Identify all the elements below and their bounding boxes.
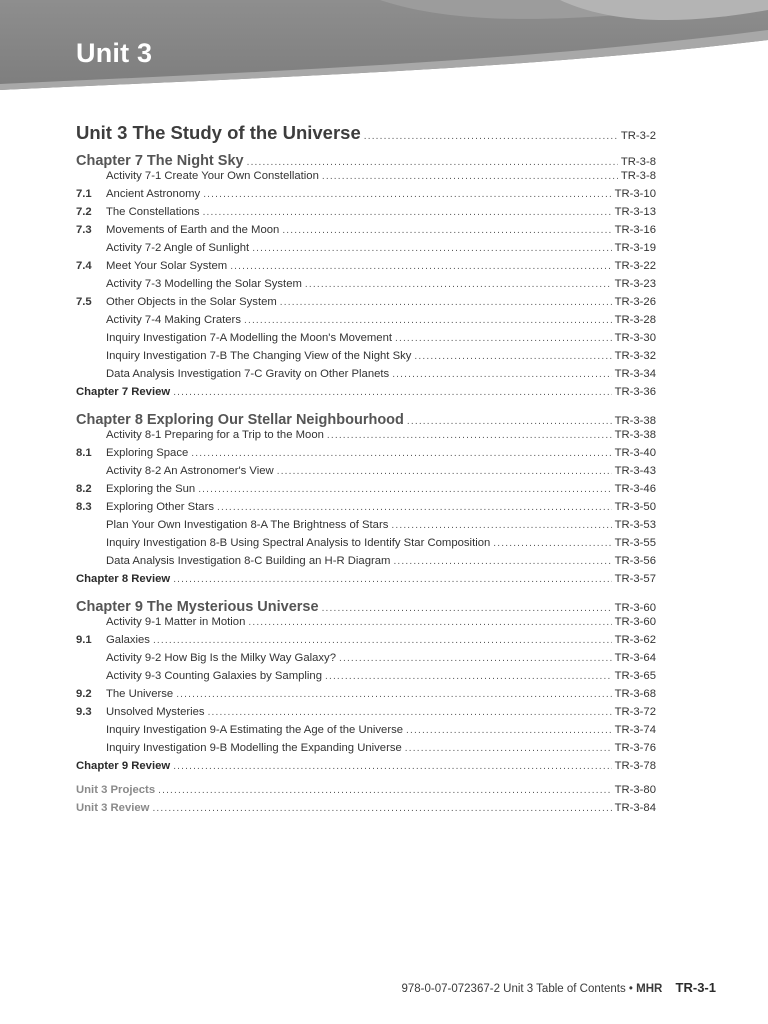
dot-leader xyxy=(173,759,611,774)
toc-entry-label: Inquiry Investigation 9-A Estimating the Age of the Universe xyxy=(106,724,404,736)
toc-activity-row[interactable] xyxy=(76,518,656,533)
toc-entry-page: TR-3-46 xyxy=(614,483,656,495)
toc-activity-row[interactable] xyxy=(76,651,656,666)
section-number: 9.2 xyxy=(76,688,92,700)
toc-activity-row[interactable] xyxy=(76,313,656,328)
toc-section-row[interactable] xyxy=(76,705,656,720)
toc-entry-label: The Constellations xyxy=(106,206,200,218)
toc-entry-label: Chapter 8 Review xyxy=(76,573,171,585)
header-banner xyxy=(0,0,768,106)
dot-leader xyxy=(173,572,611,587)
section-number: 7.3 xyxy=(76,224,92,236)
dot-leader xyxy=(364,126,618,148)
toc-entry-label: Ancient Astronomy xyxy=(106,188,201,200)
toc-unit-entry[interactable] xyxy=(76,122,656,148)
unit-title: Unit 3 xyxy=(76,38,153,68)
section-number: 8.2 xyxy=(76,483,92,495)
toc-entry-page: TR-3-56 xyxy=(614,555,656,567)
toc-entry-label: Chapter 9 The Mysterious Universe xyxy=(76,599,319,615)
section-number: 7.5 xyxy=(76,296,92,308)
dot-leader xyxy=(305,277,612,292)
toc-entry-label: Plan Your Own Investigation 8-A The Brightness of Stars xyxy=(106,519,389,531)
toc-section-row[interactable] xyxy=(76,500,656,515)
toc-entry-page: TR-3-26 xyxy=(614,296,656,308)
toc-entry-label: Movements of Earth and the Moon xyxy=(106,224,280,236)
toc-entry-label: Activity 9-2 How Big Is the Milky Way Galaxy? xyxy=(106,652,336,664)
dot-leader xyxy=(208,705,612,720)
toc-activity-row[interactable] xyxy=(76,554,656,569)
dot-leader xyxy=(282,223,611,238)
dot-leader xyxy=(173,385,611,400)
dot-leader xyxy=(153,633,612,648)
toc-entry-page: TR-3-38 xyxy=(614,429,656,441)
dot-leader xyxy=(392,367,611,382)
toc-unit-label: Unit 3 The Study of the Universe xyxy=(76,122,361,143)
toc-entry-label: Galaxies xyxy=(106,634,150,646)
toc-section-row[interactable] xyxy=(76,446,656,461)
toc-entry-page: TR-3-76 xyxy=(614,742,656,754)
toc-section-row[interactable] xyxy=(76,205,656,220)
toc-entry-label: Other Objects in the Solar System xyxy=(106,296,277,308)
section-number: 8.3 xyxy=(76,501,92,513)
toc-entry-page: TR-3-32 xyxy=(614,350,656,362)
toc-entry-page: TR-3-19 xyxy=(614,242,656,254)
toc-section-row[interactable] xyxy=(76,687,656,702)
toc-activity-row[interactable] xyxy=(76,615,656,630)
toc-section-row[interactable] xyxy=(76,187,656,202)
dot-leader xyxy=(248,615,611,630)
footer-isbn-text: 978-0-07-072367-2 Unit 3 Table of Contents xyxy=(401,983,626,995)
toc-entry-page: TR-3-28 xyxy=(614,314,656,326)
dot-leader xyxy=(327,428,612,443)
toc-entry-label: Chapter 7 The Night Sky xyxy=(76,153,244,169)
toc-entry-label: Exploring Other Stars xyxy=(106,501,214,513)
toc-entry-label: Chapter 8 Exploring Our Stellar Neighbourhood xyxy=(76,412,404,428)
toc-entry-page: TR-3-38 xyxy=(614,415,656,427)
page-footer xyxy=(380,980,716,995)
section-number: 7.1 xyxy=(76,188,92,200)
toc-entry-page: TR-3-60 xyxy=(614,616,656,628)
toc-review-row[interactable] xyxy=(76,759,656,774)
toc-entry-page: TR-3-53 xyxy=(614,519,656,531)
toc-entry-page: TR-3-80 xyxy=(614,784,656,796)
toc-entry-label: Activity 7-4 Making Craters xyxy=(106,314,241,326)
toc-entry-page: TR-3-84 xyxy=(614,802,656,814)
toc-entry-page: TR-3-68 xyxy=(614,688,656,700)
toc-review-row[interactable] xyxy=(76,385,656,400)
dot-leader xyxy=(414,349,611,364)
toc-entry-page: TR-3-55 xyxy=(614,537,656,549)
toc-entry-page: TR-3-60 xyxy=(614,602,656,614)
section-number: 8.1 xyxy=(76,447,92,459)
toc-entry-label: Activity 8-1 Preparing for a Trip to the Moon xyxy=(106,429,324,441)
toc-activity-row[interactable] xyxy=(76,723,656,738)
toc-entry-label: Data Analysis Investigation 7-C Gravity on Other Planets xyxy=(106,368,390,380)
dot-leader xyxy=(191,446,611,461)
toc-entry-label: Chapter 9 Review xyxy=(76,760,171,772)
toc-entry-page: TR-3-72 xyxy=(614,706,656,718)
toc-activity-row[interactable] xyxy=(76,241,656,256)
toc-entry-page: TR-3-57 xyxy=(614,573,656,585)
toc-entry-page: TR-3-8 xyxy=(620,156,656,168)
dot-leader xyxy=(395,331,612,346)
toc-entry-label: Data Analysis Investigation 8-C Building an H-R Diagram xyxy=(106,555,391,567)
toc-entry-page: TR-3-74 xyxy=(614,724,656,736)
dot-leader xyxy=(393,554,611,569)
toc-entry-label: Activity 9-1 Matter in Motion xyxy=(106,616,246,628)
footer-page-number: TR-3-1 xyxy=(675,980,716,995)
toc-entry-page: TR-3-62 xyxy=(614,634,656,646)
toc-entry-page: TR-3-16 xyxy=(614,224,656,236)
toc-entry-page: TR-3-30 xyxy=(614,332,656,344)
toc-activity-row[interactable] xyxy=(76,169,656,184)
dot-leader xyxy=(176,687,611,702)
toc-entry-page: TR-3-43 xyxy=(614,465,656,477)
dot-leader xyxy=(203,187,611,202)
toc-project-row[interactable] xyxy=(76,801,656,816)
toc-entry-label: The Universe xyxy=(106,688,174,700)
toc-entry-page: TR-3-40 xyxy=(614,447,656,459)
toc-entry-page: TR-3-64 xyxy=(614,652,656,664)
toc-entry-page: TR-3-10 xyxy=(614,188,656,200)
toc-entry-label: Activity 7-1 Create Your Own Constellation xyxy=(106,170,319,182)
dot-leader xyxy=(391,518,611,533)
toc-activity-row[interactable] xyxy=(76,277,656,292)
toc-entry-label: Unit 3 Review xyxy=(76,802,150,814)
dot-leader xyxy=(325,669,612,684)
toc-activity-row[interactable] xyxy=(76,428,656,443)
toc-entry-label: Inquiry Investigation 7-A Modelling the Moon's Movement xyxy=(106,332,392,344)
toc-section-row[interactable] xyxy=(76,633,656,648)
footer-publisher: MHR xyxy=(636,983,663,995)
toc-entry-label: Meet Your Solar System xyxy=(106,260,228,272)
section-number: 7.2 xyxy=(76,206,92,218)
toc-entry-label: Unsolved Mysteries xyxy=(106,706,205,718)
toc-entry-page: TR-3-23 xyxy=(614,278,656,290)
toc-entry-label: Inquiry Investigation 9-B Modelling the Expanding Universe xyxy=(106,742,402,754)
toc-activity-row[interactable] xyxy=(76,741,656,756)
dot-leader xyxy=(493,536,611,551)
toc-entry-page: TR-3-22 xyxy=(614,260,656,272)
toc-activity-row[interactable] xyxy=(76,331,656,346)
toc-entry-label: Inquiry Investigation 8-B Using Spectral Analysis to Identify Star Composition xyxy=(106,537,491,549)
toc-entry-label: Activity 7-2 Angle of Sunlight xyxy=(106,242,250,254)
toc-entry-label: Chapter 7 Review xyxy=(76,386,171,398)
toc-activity-row[interactable] xyxy=(76,536,656,551)
toc-entry-page: TR-3-50 xyxy=(614,501,656,513)
toc-activity-row[interactable] xyxy=(76,464,656,479)
dot-leader xyxy=(406,723,612,738)
toc-activity-row[interactable] xyxy=(76,669,656,684)
toc-entry-page: TR-3-78 xyxy=(614,760,656,772)
toc-review-row[interactable] xyxy=(76,572,656,587)
toc-entry-label: Exploring the Sun xyxy=(106,483,196,495)
toc-entry-page: TR-3-36 xyxy=(614,386,656,398)
dot-leader xyxy=(280,295,612,310)
dot-leader xyxy=(322,169,618,184)
toc-section-row[interactable] xyxy=(76,482,656,497)
toc-activity-row[interactable] xyxy=(76,367,656,382)
toc-entry-label: Activity 8-2 An Astronomer's View xyxy=(106,465,274,477)
toc-entry-label: Inquiry Investigation 7-B The Changing View of the Night Sky xyxy=(106,350,412,362)
dot-leader xyxy=(277,464,612,479)
toc-entry-page: TR-3-13 xyxy=(614,206,656,218)
dot-leader xyxy=(217,500,612,515)
toc-entry-label: Unit 3 Projects xyxy=(76,784,156,796)
toc-section-row[interactable] xyxy=(76,295,656,310)
toc-unit-page: TR-3-2 xyxy=(620,130,656,142)
section-number: 7.4 xyxy=(76,260,92,272)
dot-leader xyxy=(152,801,611,816)
dot-leader xyxy=(198,482,611,497)
dot-leader xyxy=(230,259,611,274)
toc-entry-label: Exploring Space xyxy=(106,447,189,459)
dot-leader xyxy=(158,783,611,798)
toc-section-row[interactable] xyxy=(76,223,656,238)
toc-entry-page: TR-3-65 xyxy=(614,670,656,682)
section-number: 9.3 xyxy=(76,706,92,718)
dot-leader xyxy=(405,741,612,756)
toc-entry-label: Activity 7-3 Modelling the Solar System xyxy=(106,278,302,290)
dot-leader xyxy=(252,241,611,256)
toc-activity-row[interactable] xyxy=(76,349,656,364)
toc-entry-label: Activity 9-3 Counting Galaxies by Sampling xyxy=(106,670,322,682)
toc-section-row[interactable] xyxy=(76,259,656,274)
footer-bullet: • xyxy=(628,983,633,995)
toc-entry-page: TR-3-8 xyxy=(620,170,656,182)
dot-leader xyxy=(339,651,612,666)
section-number: 9.1 xyxy=(76,634,92,646)
dot-leader xyxy=(244,313,612,328)
toc-entry-page: TR-3-34 xyxy=(614,368,656,380)
dot-leader xyxy=(203,205,612,220)
toc-project-row[interactable] xyxy=(76,783,656,798)
